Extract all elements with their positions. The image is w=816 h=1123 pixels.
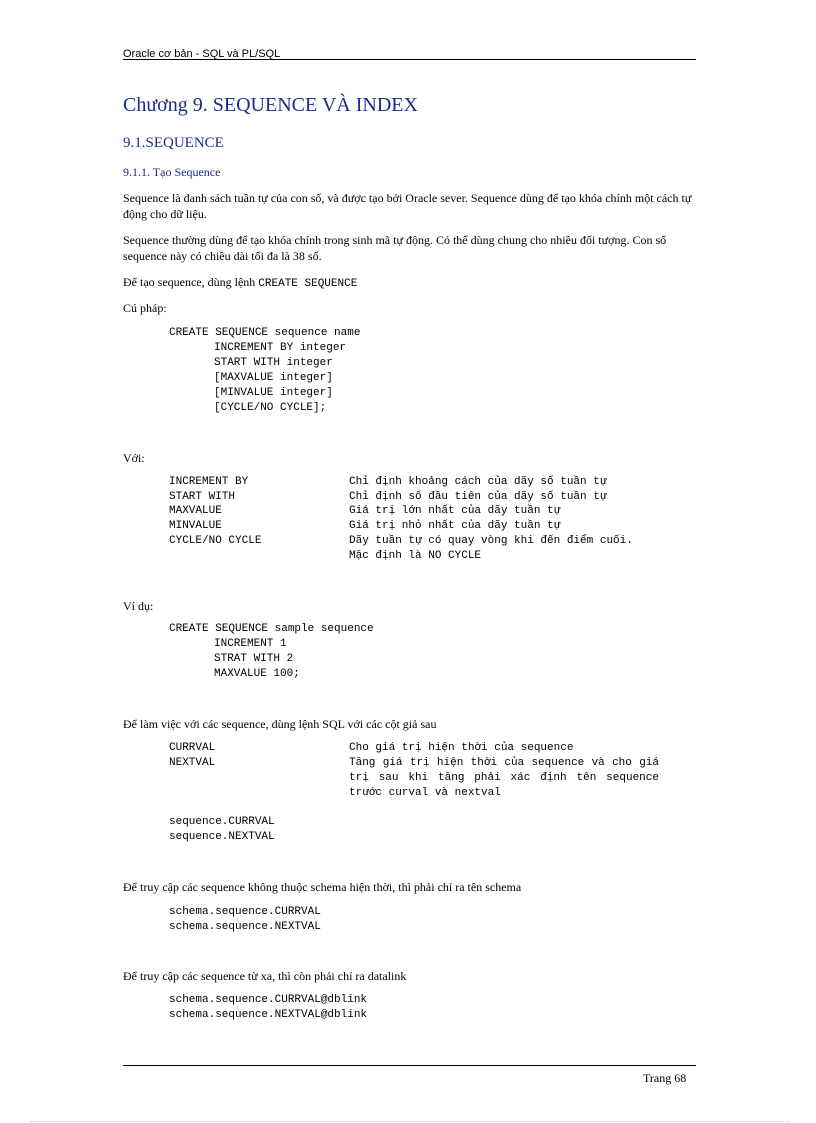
option-desc: Giá trị nhỏ nhất của dãy tuần tự bbox=[349, 520, 561, 532]
code-line: [MAXVALUE integer] bbox=[214, 372, 333, 384]
paragraph-usage: Sequence thường dùng để tạo khóa chính trong sinh mã tự động. Có thể dùng chung cho nhiều đối tượng. Con số sequence này có chiều dài tối đa là 38 số. bbox=[123, 233, 667, 263]
pseudo-key: CURRVAL bbox=[169, 742, 216, 754]
option-key: MAXVALUE bbox=[169, 505, 222, 517]
pseudo-key: NEXTVAL bbox=[169, 757, 216, 769]
syntax-code-block bbox=[169, 326, 360, 416]
option-key: CYCLE/NO CYCLE bbox=[169, 535, 262, 547]
code-line: schema.sequence.CURRVAL bbox=[169, 906, 321, 918]
option-key: START WITH bbox=[169, 491, 236, 503]
code-line: CREATE SEQUENCE sample sequence bbox=[169, 623, 374, 635]
subsection-heading: 9.1.1. Tạo Sequence bbox=[123, 165, 221, 179]
schema-code-block bbox=[169, 905, 321, 935]
code-line: schema.sequence.NEXTVAL@dblink bbox=[169, 1009, 368, 1021]
option-key: MINVALUE bbox=[169, 520, 222, 532]
example-label: Ví dụ: bbox=[123, 599, 154, 613]
example-code-block bbox=[169, 622, 374, 682]
with-label: Với: bbox=[123, 451, 145, 465]
option-desc: Dãy tuần tự có quay vòng khi đến điểm cuối. bbox=[349, 535, 633, 547]
paragraph-pseudo: Để làm việc với các sequence, dùng lệnh SQL với các cột giả sau bbox=[123, 717, 437, 731]
option-key: INCREMENT BY bbox=[169, 476, 249, 488]
dblink-code-block bbox=[169, 993, 367, 1023]
code-line: [MINVALUE integer] bbox=[214, 387, 333, 399]
running-header: Oracle cơ bản - SQL và PL/SQL bbox=[123, 48, 281, 60]
header-rule bbox=[123, 59, 696, 60]
syntax-label: Cú pháp: bbox=[123, 301, 167, 315]
code-line: [CYCLE/NO CYCLE]; bbox=[214, 402, 327, 414]
code-line: STRAT WITH 2 bbox=[214, 653, 294, 665]
option-desc: Chỉ định số đầu tiên của dãy số tuần tự bbox=[349, 491, 607, 503]
page-number: Trang 68 bbox=[643, 1071, 687, 1085]
option-desc: Giá trị lớn nhất của dãy tuần tự bbox=[349, 505, 561, 517]
paragraph-schema: Để truy cập các sequence không thuộc schema hiện thời, thì phải chỉ ra tên schema bbox=[123, 880, 522, 894]
option-desc: Chỉ định khoảng cách của dãy số tuần tự bbox=[349, 476, 607, 488]
code-line: schema.sequence.CURRVAL@dblink bbox=[169, 994, 368, 1006]
paragraph-dblink: Để truy cập các sequence từ xa, thì còn phải chỉ ra datalink bbox=[123, 969, 407, 983]
inline-code: CREATE SEQUENCE bbox=[258, 278, 358, 290]
code-line: sequence.NEXTVAL bbox=[169, 831, 275, 843]
code-line: sequence.CURRVAL bbox=[169, 816, 275, 828]
code-line: START WITH integer bbox=[214, 357, 333, 369]
code-line: CREATE SEQUENCE sequence name bbox=[169, 327, 361, 339]
paragraph-intro: Sequence là danh sách tuần tự của con số, và được tạo bởi Oracle sever. Sequence dùng để tạo khóa chính một cách tự động cho dữ liệu. bbox=[123, 191, 692, 221]
paragraph-create bbox=[123, 274, 713, 292]
footer-rule bbox=[123, 1065, 696, 1066]
code-line: INCREMENT 1 bbox=[214, 638, 287, 650]
chapter-title: Chương 9. SEQUENCE VÀ INDEX bbox=[123, 94, 418, 116]
code-line: INCREMENT BY integer bbox=[214, 342, 347, 354]
pseudo-desc: Tăng giá trị hiện thời của sequence và cho giá trị sau khi tăng phải xác định tên sequence trước curval và nextval bbox=[349, 757, 659, 799]
pseudo-desc: Cho giá trị hiện thời của sequence bbox=[349, 742, 574, 754]
option-desc: Mặc định là NO CYCLE bbox=[349, 550, 482, 562]
code-line: MAXVALUE 100; bbox=[214, 668, 300, 680]
pseudo-code-block bbox=[169, 815, 275, 845]
section-heading: 9.1.SEQUENCE bbox=[123, 135, 224, 151]
paragraph-create-text: Để tạo sequence, dùng lệnh bbox=[123, 275, 259, 289]
page-edge-divider bbox=[30, 1121, 790, 1122]
code-line: schema.sequence.NEXTVAL bbox=[169, 921, 321, 933]
